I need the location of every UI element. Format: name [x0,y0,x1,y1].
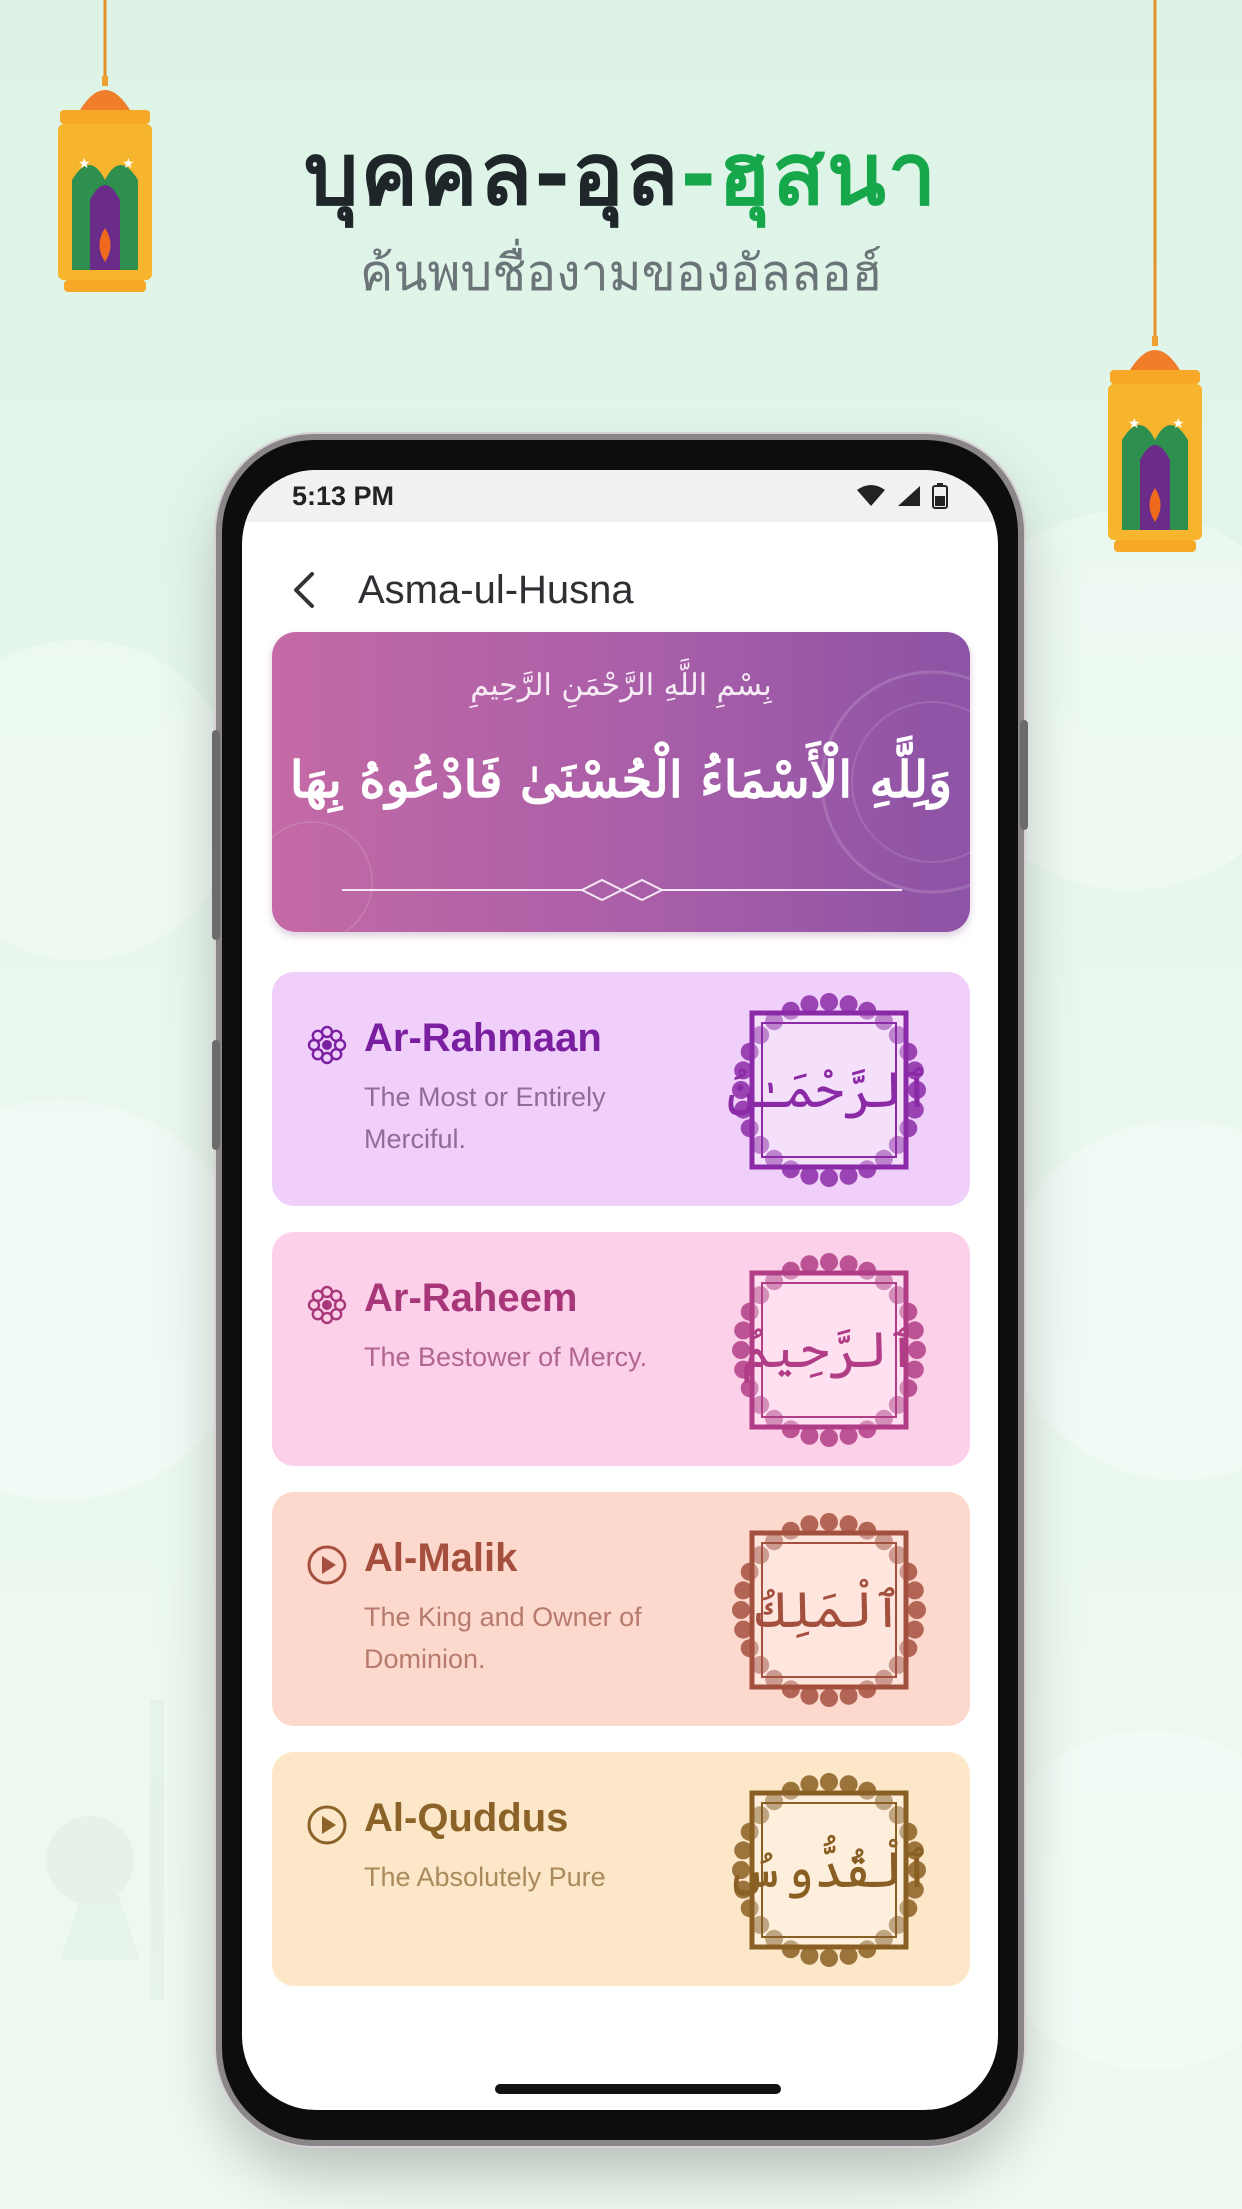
arabic-name: ٱلرَّحِيمُ [741,1321,917,1379]
phone-side-button [212,1040,220,1150]
promo-subtitle: ค้นพบชื่องามของอัลลอฮ์ [359,244,883,302]
name-card[interactable] [272,1752,970,1986]
flower-icon [306,1284,348,1326]
calligraphy-frame [726,1768,932,1972]
page-title: Asma-ul-Husna [358,567,634,612]
lantern-left-icon [50,0,160,300]
calligraphy-frame [726,1508,932,1712]
arabic-name: ٱلْقُدُّوسُ [726,1841,932,1899]
signal-icon [896,484,922,508]
phone-side-button [1020,720,1028,830]
promo-title-part1: บุคคล-อุล [303,125,681,225]
arabic-name: ٱلْمَلِكُ [755,1581,903,1639]
promo-title [0,120,1242,230]
name-meaning: The Most or Entirely Merciful. [364,1082,606,1154]
svg-text:★: ★ [1128,416,1141,432]
phone-screen [242,470,998,2110]
lantern-right-icon [1100,0,1210,560]
name-meaning: The Bestower of Mercy. [364,1342,648,1372]
name-card[interactable] [272,972,970,1206]
name-title: Al-Malik [364,1536,518,1580]
name-meaning: The King and Owner of Dominion. [364,1602,642,1674]
name-card[interactable] [272,1492,970,1726]
play-icon[interactable] [306,1544,348,1586]
app-bar [242,540,998,640]
calligraphy-frame [726,988,932,1192]
status-icons [856,483,948,509]
quran-verse-banner [272,632,970,932]
svg-text:★: ★ [122,156,135,172]
verse-text: وَلِلَّهِ الْأَسْمَاءُ الْحُسْنَىٰ فَادْعُوهُ بِهَا [289,750,953,809]
chevron-left-icon [290,570,318,610]
play-icon[interactable] [306,1804,348,1846]
bismillah-text: بِسْمِ اللَّهِ الرَّحْمَنِ الرَّحِيمِ [470,668,772,703]
promo-title-part2: -ฮุสนา [680,125,939,225]
phone-side-button [212,730,220,940]
arabic-name: ٱلرَّحْمَـٰنُ [726,1061,932,1119]
status-bar [242,470,998,522]
name-title: Ar-Raheem [364,1276,578,1320]
svg-text:★: ★ [78,156,91,172]
name-title: Al-Quddus [364,1796,569,1840]
svg-text:★: ★ [1172,416,1185,432]
status-time: 5:13 PM [292,480,395,511]
home-indicator[interactable] [495,2084,781,2094]
phone-frame [222,440,1018,2140]
wifi-icon [856,484,886,508]
name-meaning: The Absolutely Pure [364,1862,606,1892]
name-title: Ar-Rahmaan [364,1016,602,1060]
name-card[interactable] [272,1232,970,1466]
calligraphy-frame [726,1248,932,1452]
back-button[interactable] [280,566,328,614]
battery-icon [932,483,948,509]
promo-header [0,120,1242,313]
flower-icon [306,1024,348,1066]
